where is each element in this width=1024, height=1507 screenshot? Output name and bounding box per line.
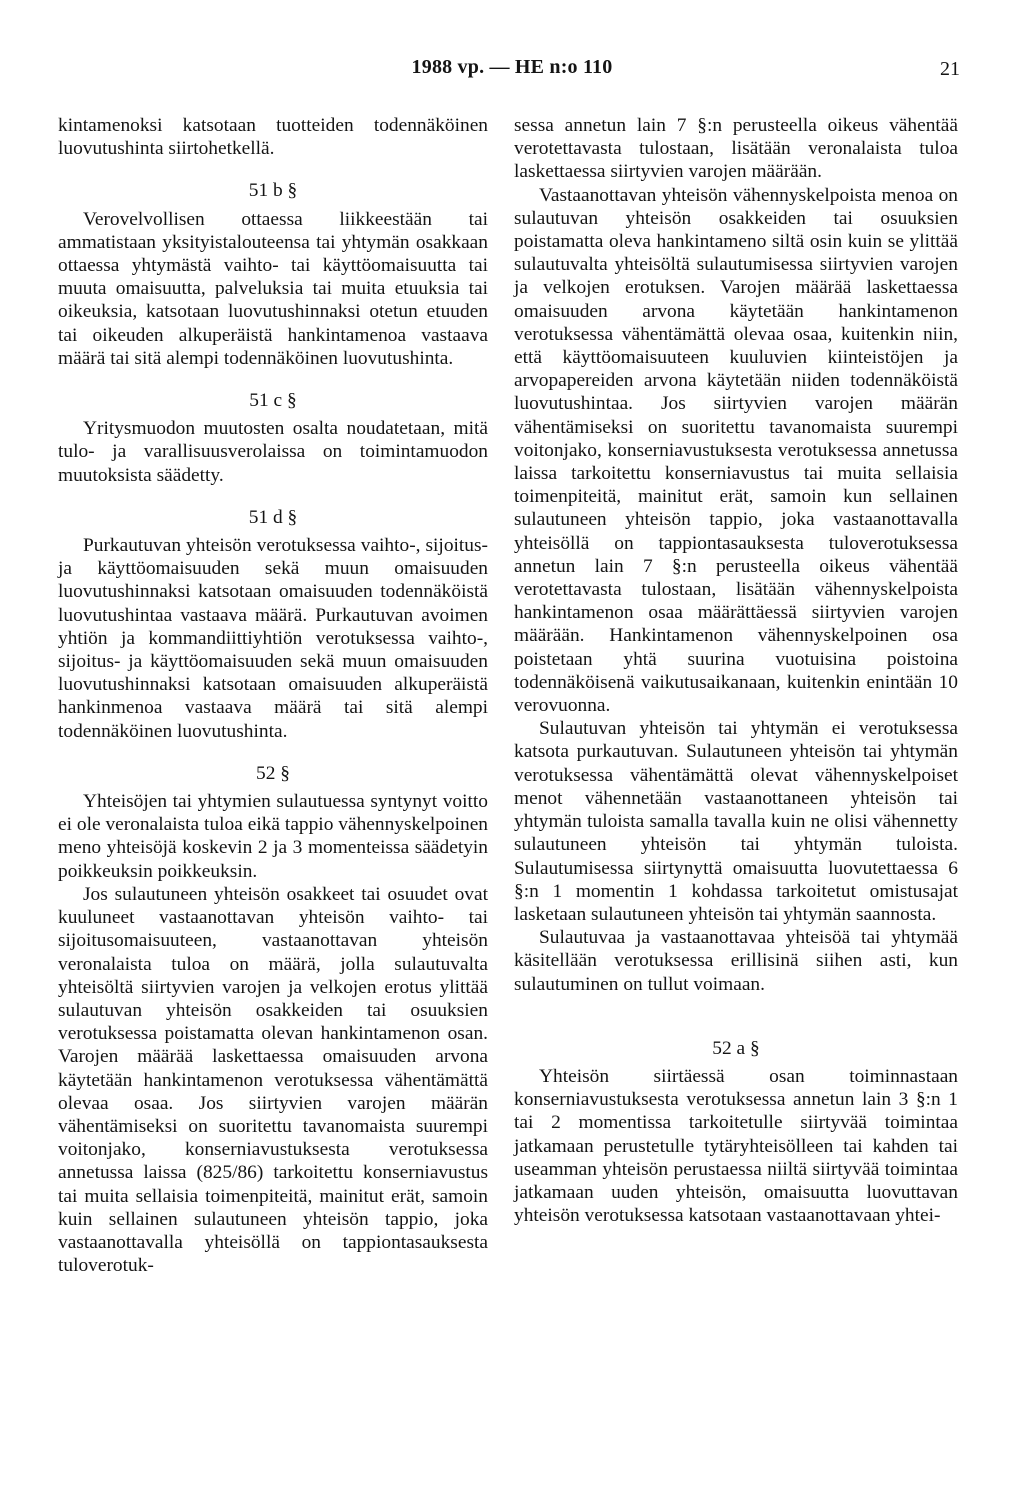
paragraph: Jos sulautuneen yhteisön osakkeet tai osuudet ovat kuuluneet vastaanottavan yhteisön vaihto- tai sijoitusomaisuuteen, vastaanottavan yhteisön veronalaista tuloa on määrä, jolla sulautuvalta yhteisöltä siirtyvien varojen ja velkojen erotus ylittää sulautuvan yhteisön osakkeiden tai osuuksien verotuksessa poistamatta olevan hankintamenon osan. Varojen määrää laskettaessa omaisuuden arvona käytetään hankintamenon verotuksessa vähentämättä olevaa osaa. Jos siirtyvien varojen määrän vähentämiseksi on suoritettu tavanomaista suurempi voitonjako, konserniavustuksesta verotuksessa annetussa laissa (825/86) tarkoitettu konserniavustus tai muita sellaisia toimenpiteitä, mainitut erät, samoin kuin sellainen sulautuneen yhteisön tappio, joka vastaanottavalla yhteisöllä on tappiontasauksesta tuloverotuk- [58,883,488,1277]
paragraph-continuation: kintamenoksi katsotaan tuotteiden todennäköinen luovutushinta siirtohetkellä. [58,115,488,160]
page-header [0,56,1024,86]
paragraph: Verovelvollisen ottaessa liikkeestään tai ammatistaan yksityistalouteensa tai yhtymän osakkaan ottaessa yhtymästä vaihto- tai käyttöomaisuutta tai muuta omaisuutta, palveluksia tai muita etuuksia tai oikeuksia, katsotaan luovutushinnaksi otetun etuuden tai oikeuden alkuperäistä hankintamenoa vastaava määrä tai sitä alempi todennäköinen luovutushinta. [58,208,488,369]
section-heading-52: 52 § [256,762,290,784]
paragraph-continuation: sessa annetun lain 7 §:n perusteella oikeus vähentää verotettavasta tulostaan, lisätään veronalaista tuloa laskettaessa siirtyvien varojen määrään. [514,115,958,183]
paragraph: Purkautuvan yhteisön verotuksessa vaihto-, sijoitus- ja käyttöomaisuuden sekä muun omaisuuden luovutushinnaksi katsotaan omaisuuden todennäköistä luovutushintaa vastaava määrä. Purkautuvan avoimen yhtiön ja kommandiittiyhtiön verotuksessa vaihto-, sijoitus- ja käyttöomaisuuden sekä muun omaisuuden luovutushinnaksi katsotaan omaisuuden alkuperäistä hankinmenoa vastaava määrä tai sitä alempi todennäköinen luovutushinta. [58,535,488,742]
right-column [514,114,958,1227]
left-column [58,114,488,1277]
paragraph: Yhteisöjen tai yhtymien sulautuessa syntynyt voitto ei ole veronalaista tuloa eikä tappio vähennyskelpoinen meno yhteisöjä koskevin 2 ja 3 momenteissa säädetyin poikkeuksin poikkeuksin. [58,791,488,882]
running-title: 1988 vp. — HE n:o 110 [411,56,613,78]
paragraph: Sulautuvan yhteisön tai yhtymän ei verotuksessa katsota purkautuvan. Sulautuneen yhteisön tai yhtymän verotuksessa vähentämättä olevat vähennyskelpoiset menot vähennetään vastaanottaneen yhteisön tai yhtymän tuloista samalla tavalla kuin ne olisi vähennetty sulautuneen yhteisön tai yhtymän tuloista. Sulautumisessa siirtynyttä omaisuutta luovutettaessa 6 §:n 1 momentin 1 kohdassa tarkoitetut omistusajat lasketaan sulautuneen yhteisön tai yhtymän saannosta. [514,718,958,925]
section-spacer [514,996,958,1018]
page-number: 21 [940,58,960,80]
paragraph: Vastaanottavan yhteisön vähennyskelpoista menoa on sulautuvan yhteisön osakkeiden tai osuuksien poistamatta oleva hankintameno siltä osin kuin se ylittää sulautuvalta yhteisöltä sulautumisessa siirtyvien varojen ja velkojen erotuksen. Varojen määrää laskettaessa omaisuuden arvona käytetään hankintamenon verotuksessa vähentämättä olevaa osaa, kuitenkin niin, että käyttöomaisuuteen kuuluvien kiinteistöjen ja arvopapereiden arvona käytetään niiden todennäköistä luovutushintaa. Jos siirtyvien varojen määrän vähentämiseksi on suoritettu tavanomaista suurempi voitonjako, konserniavustuksesta verotuksessa annetussa laissa tarkoitettu konserniavustus tai muita sellaisia toimenpiteitä, mainitut erät, samoin kun sellainen sulautuneen yhteisön tappio, joka vastaanottavalla yhteisöllä on tappiontasauksesta tuloverotuksessa annetun lain 7 §:n perusteella oikeus vähentää verotettavasta tulostaan, lisätään vähennyskelpoista hankintamenon osaa määrättäessä siirtyvien varojen määrään. Hankintamenon vähennyskelpoinen osa poistetaan yhtä suurina vuotuisina poistoina todennäköisenä vaikutusaikanaan, kuitenkin enintään 10 verovuonna. [514,184,958,717]
paragraph: Yritysmuodon muutosten osalta noudatetaan, mitä tulo- ja varallisuusverolaissa on toimintamuodon muutoksista säädetty. [58,418,488,486]
paragraph: Yhteisön siirtäessä osan toiminnastaan konserniavustuksesta verotuksessa annetun lain 3 §:n 1 tai 2 momentissa tarkoitetulle siirtyvää toimintaa jatkamaan perustetulle tytäryhteisölleen tai kahden tai useamman yhteisön perustaessa niiltä siirtyvää toimintaa jatkamaan uuden yhteisön, omaisuutta luovuttavan yhteisön verotuksessa katsotaan vastaanottavaan yhtei- [514,1065,958,1227]
section-heading-51d: 51 d § [248,506,298,528]
paragraph: Sulautuvaa ja vastaanottavaa yhteisöä tai yhtymää käsitellään verotuksessa erillisinä siihen asti, kun sulautuminen on tullut voimaan. [514,927,958,995]
section-heading-51b: 51 b § [248,180,298,202]
section-heading-52a: 52 a § [712,1037,760,1059]
section-heading-51c: 51 c § [249,390,297,412]
